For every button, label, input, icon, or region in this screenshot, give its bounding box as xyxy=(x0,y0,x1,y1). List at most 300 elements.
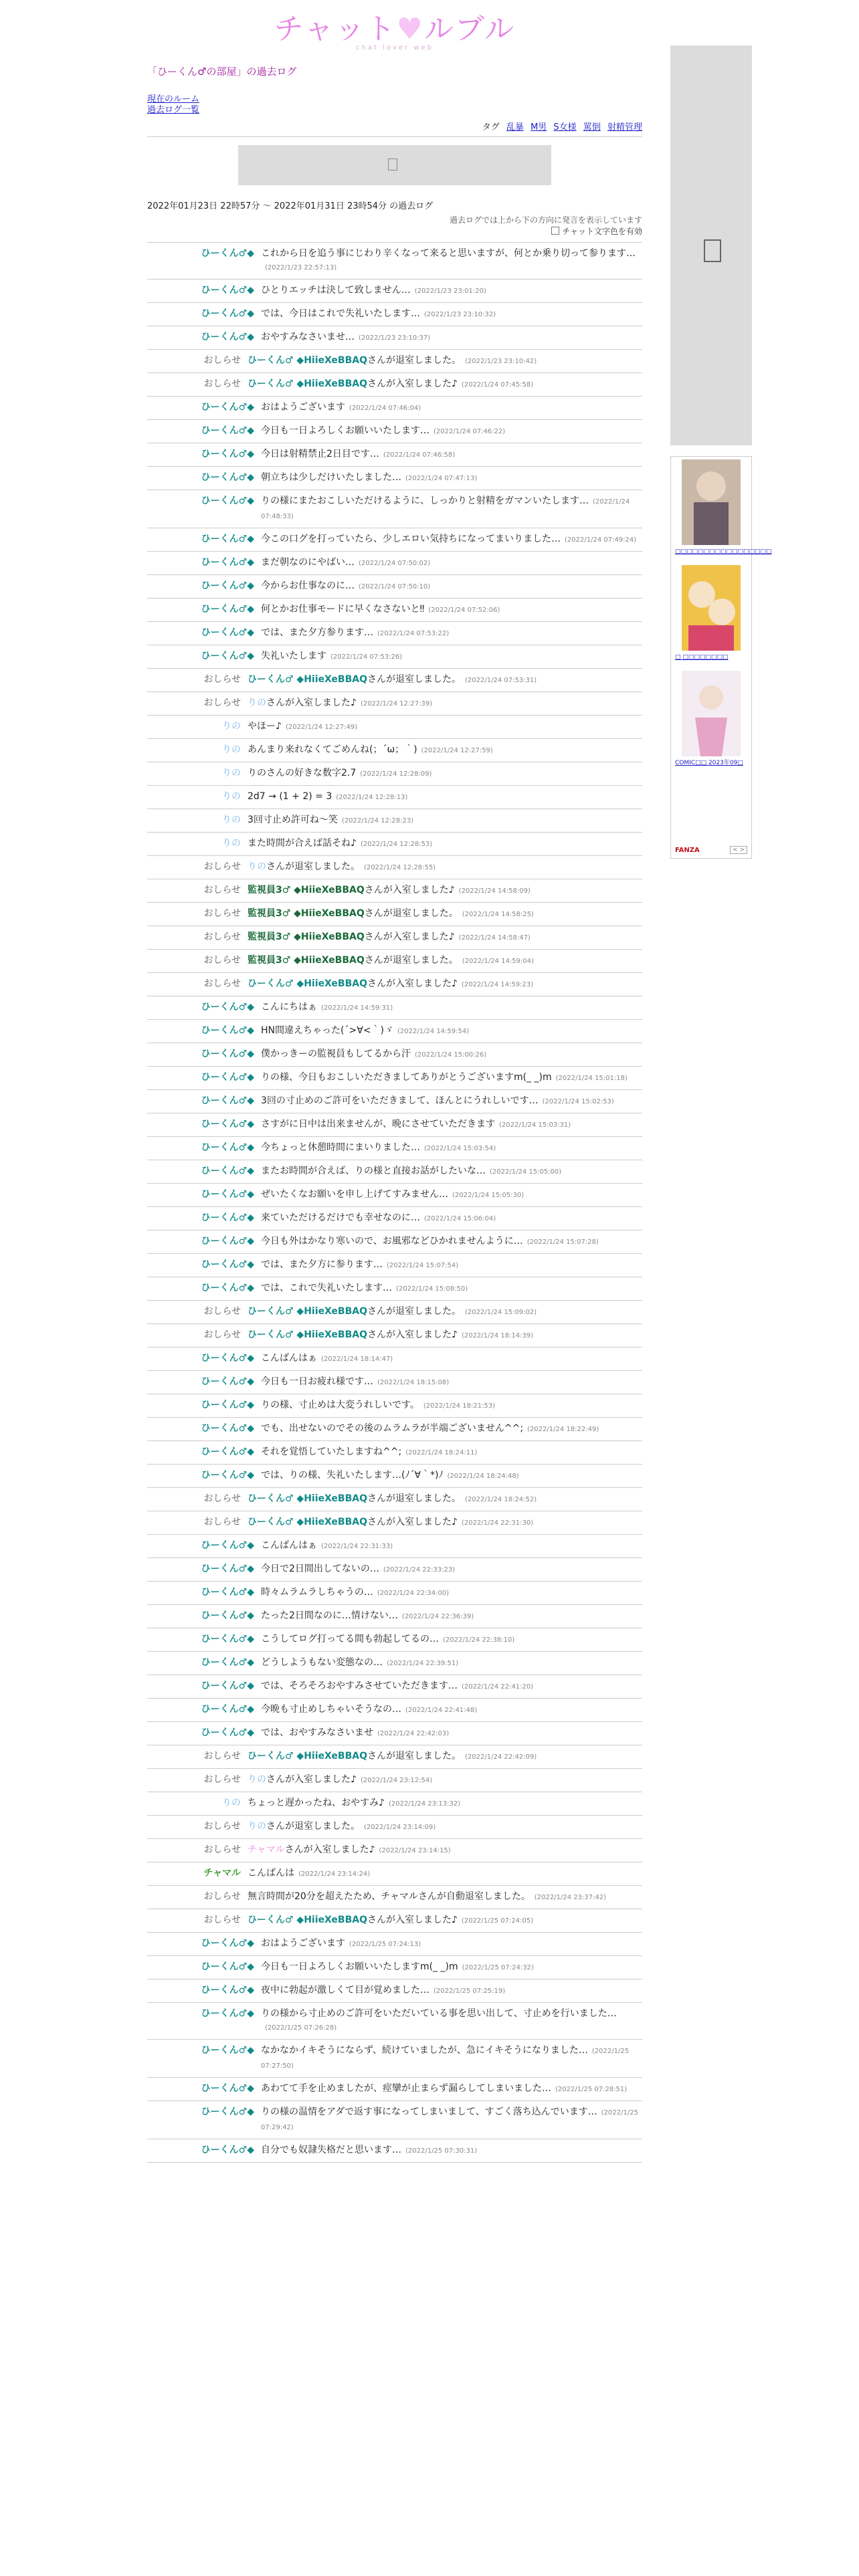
speaker-name: ひーくん♂◆ xyxy=(201,1727,254,1738)
message-text: こんばんはぁ xyxy=(261,1353,317,1364)
timestamp: (2022/1/25 07:26:28) xyxy=(265,2024,337,2032)
speaker-name: ひーくん♂◆ xyxy=(201,2008,254,2019)
speaker-name: りの xyxy=(222,744,241,755)
timestamp: (2022/1/24 22:33:23) xyxy=(383,1566,456,1574)
speaker-name: ひーくん♂◆ xyxy=(201,1704,254,1715)
message-text: まだ朝なのにやばい… xyxy=(261,557,355,568)
timestamp: (2022/1/24 07:50:02) xyxy=(359,560,431,567)
log-row xyxy=(147,762,642,786)
message xyxy=(248,930,640,945)
log-row xyxy=(147,786,642,809)
timestamp: (2022/1/24 07:52:06) xyxy=(428,607,500,614)
speaker-name: おしらせ xyxy=(203,1821,241,1832)
timestamp: (2022/1/23 22:57:13) xyxy=(265,264,337,272)
speaker-name: おしらせ xyxy=(203,908,241,919)
message-text: 今日も一日よろしくお願いいたします… xyxy=(261,425,430,436)
tag-link[interactable]: 乱暴 xyxy=(506,122,524,132)
notice-user: チャマル xyxy=(248,1844,285,1855)
message xyxy=(261,1937,640,1951)
log-row xyxy=(147,1862,642,1886)
speaker-name: ひーくん♂◆ xyxy=(201,472,254,483)
timestamp: (2022/1/24 12:27:39) xyxy=(360,700,433,708)
message xyxy=(248,696,640,711)
speaker-name: おしらせ xyxy=(203,1306,241,1317)
message xyxy=(261,1281,640,1296)
timestamp: (2022/1/24 07:46:22) xyxy=(434,428,506,435)
notice-user: 監視員3♂ ◆HiieXeBBAQ xyxy=(248,932,365,942)
speaker-name: ひーくん♂◆ xyxy=(201,1634,254,1644)
message xyxy=(261,1609,640,1624)
message-text: りのさんの好きな数字2.7 xyxy=(248,768,357,778)
timestamp: (2022/1/24 14:59:54) xyxy=(397,1028,470,1035)
log-row xyxy=(147,280,642,303)
sidebar-ad[interactable] xyxy=(670,45,752,445)
speaker-name: おしらせ xyxy=(203,861,241,872)
timestamp: (2022/1/25 07:28:51) xyxy=(555,2086,628,2093)
message xyxy=(261,1562,640,1577)
timestamp: (2022/1/24 14:58:47) xyxy=(458,934,531,942)
message-text: 今日も外はかなり寒いので、お風邪などひかれませんように… xyxy=(261,1236,523,1247)
log-row xyxy=(147,1113,642,1137)
speaker-name: ひーくん♂◆ xyxy=(201,1540,254,1551)
message-text: さんが退室しました。 xyxy=(367,1493,461,1504)
timestamp: (2022/1/24 07:53:31) xyxy=(465,677,537,684)
speaker-name: ひーくん♂◆ xyxy=(201,1119,254,1130)
message-text: 3回寸止め許可ね〜笑 xyxy=(248,815,338,825)
message xyxy=(261,1258,640,1273)
log-row xyxy=(147,1652,642,1675)
message-text: ひとりエッチは決して致しません… xyxy=(261,285,411,296)
timestamp: (2022/1/23 23:01:20) xyxy=(414,288,486,295)
speaker-name: おしらせ xyxy=(203,1891,241,1902)
log-row xyxy=(147,2040,642,2078)
message-text: 今日は射精禁止2日目です… xyxy=(261,449,379,459)
speaker-name: おしらせ xyxy=(203,1774,241,1785)
speaker-name: おしらせ xyxy=(203,674,241,685)
message xyxy=(261,1656,640,1671)
speaker-name: ひーくん♂◆ xyxy=(201,2045,254,2056)
past-log-list-link[interactable]: 過去ログ一覧 xyxy=(147,105,200,115)
message xyxy=(261,2143,640,2158)
message xyxy=(261,1539,640,1553)
log-row xyxy=(147,856,642,879)
timestamp: (2022/1/24 07:46:04) xyxy=(349,405,421,412)
notice-user: りの xyxy=(248,1821,266,1832)
message-text: りの様、今日もおこしいただきましてありがとうございますm(_ _)m xyxy=(261,1072,552,1083)
speaker-name: ひーくん♂◆ xyxy=(201,308,254,319)
notice-user: ひーくん♂ ◆HiieXeBBAQ xyxy=(248,674,367,685)
message xyxy=(261,1679,640,1694)
message-text: ぜいたくなお願いを申し上げてすみません… xyxy=(261,1189,448,1200)
timestamp: (2022/1/24 07:45:58) xyxy=(461,381,534,389)
message xyxy=(248,1328,640,1343)
tag-link[interactable]: S女様 xyxy=(553,122,577,132)
log-row xyxy=(147,1301,642,1324)
speaker-name: おしらせ xyxy=(203,1493,241,1504)
product-thumbnail[interactable] xyxy=(682,671,741,756)
message xyxy=(261,447,640,462)
message-text: りの様、寸止めは大変うれしいです。 xyxy=(261,1400,419,1410)
notice-user: りの xyxy=(248,697,266,708)
timestamp: (2022/1/24 23:14:15) xyxy=(379,1847,451,1854)
message-text: でも、出せないのでその後のムラムラが半端ございません^^; xyxy=(261,1423,524,1434)
timestamp: (2022/1/25 07:24:13) xyxy=(349,1941,421,1948)
log-row xyxy=(147,1909,642,1933)
speaker-name: りの xyxy=(222,815,241,825)
timestamp: (2022/1/24 15:07:54) xyxy=(387,1262,459,1269)
message-text: 自分でも奴隷失格だと思います… xyxy=(261,2145,401,2155)
speaker-name: ひーくん♂◆ xyxy=(201,1681,254,1691)
timestamp: (2022/1/24 22:31:30) xyxy=(461,1519,534,1527)
log-row xyxy=(147,833,642,856)
message-text: さんが入室しました♪ xyxy=(367,379,458,389)
message-text: 今晩も寸止めしちゃいそうなの… xyxy=(261,1704,401,1715)
message-text: 3回の寸止めのご許可をいただきまして、ほんとにうれしいです… xyxy=(261,1095,539,1106)
log-row xyxy=(147,1230,642,1254)
timestamp: (2022/1/25 07:25:19) xyxy=(434,1988,506,1995)
current-room-link[interactable]: 現在のルーム xyxy=(147,94,200,104)
speaker-name: おしらせ xyxy=(203,932,241,942)
log-row xyxy=(147,996,642,1020)
timestamp: (2022/1/23 23:10:42) xyxy=(465,358,537,365)
notice-user: ひーくん♂ ◆HiieXeBBAQ xyxy=(248,978,367,989)
message-text: さんが退室しました。 xyxy=(367,674,461,685)
timestamp: (2022/1/24 14:58:09) xyxy=(458,887,531,895)
message xyxy=(261,1632,640,1647)
log-row xyxy=(147,1067,642,1090)
log-row xyxy=(147,350,642,373)
timestamp: (2022/1/24 22:42:09) xyxy=(465,1753,537,1761)
speaker-name: ひーくん♂◆ xyxy=(201,604,254,615)
product-caption[interactable]: □□□□□□□□□□□□□□□□□ xyxy=(675,548,772,555)
speaker-name: ひーくん♂◆ xyxy=(201,1610,254,1621)
timestamp: (2022/1/24 15:02:53) xyxy=(542,1098,614,1105)
tag-link[interactable]: M男 xyxy=(531,122,547,132)
log-row xyxy=(147,973,642,996)
message-text: さんが退室しました。 xyxy=(266,861,360,872)
speaker-name: ひーくん♂◆ xyxy=(201,1985,254,1996)
log-row xyxy=(147,1605,642,1628)
speaker-name: ひーくん♂◆ xyxy=(201,1002,254,1012)
timestamp: (2022/1/24 15:03:31) xyxy=(499,1121,571,1129)
sidebar-product-list xyxy=(670,456,772,859)
timestamp: (2022/1/24 12:28:55) xyxy=(364,864,436,871)
site-logo[interactable] xyxy=(147,12,642,63)
speaker-name: ひーくん♂◆ xyxy=(201,1353,254,1364)
speaker-name: ひーくん♂◆ xyxy=(201,1259,254,1270)
timestamp: (2022/1/24 07:46:58) xyxy=(383,451,456,459)
message-text: さんが入室しました♪ xyxy=(367,1915,458,1925)
log-row xyxy=(147,243,642,280)
color-toggle-label: チャット文字色を有効 xyxy=(562,227,642,236)
message xyxy=(261,1024,640,1039)
message xyxy=(261,330,640,345)
message-text: 来ていただけるだけでも幸せなのに… xyxy=(261,1212,420,1223)
message-text: りの様の温情をアダで返す事になってしまいまして、すごく落ち込んでいます… xyxy=(261,2107,597,2117)
pager-button[interactable]: < > xyxy=(730,846,747,854)
log-row xyxy=(147,2003,642,2040)
message xyxy=(261,1586,640,1600)
message xyxy=(248,1843,640,1858)
timestamp: (2022/1/24 22:34:00) xyxy=(377,1590,450,1597)
speaker-name: ひーくん♂◆ xyxy=(201,1657,254,1668)
message xyxy=(261,494,640,524)
message xyxy=(261,284,640,298)
timestamp: (2022/1/24 15:09:02) xyxy=(465,1309,537,1316)
tag-list xyxy=(147,120,642,137)
speaker-name: ひーくん♂◆ xyxy=(201,1376,254,1387)
chat-log xyxy=(147,242,642,2163)
message-text: 無言時間が20分を超えたため、チャマルさんが自動退室しました。 xyxy=(248,1891,531,1902)
message xyxy=(261,1188,640,1202)
logo-subtitle: chat lover web xyxy=(356,44,434,51)
message xyxy=(248,1796,640,1811)
fanza-logo[interactable]: FANZA xyxy=(675,847,700,854)
product-thumbnail[interactable] xyxy=(682,565,741,651)
speaker-name: おしらせ xyxy=(203,355,241,366)
message xyxy=(248,790,640,804)
speaker-name: ひーくん♂◆ xyxy=(201,580,254,591)
timestamp: (2022/1/24 15:00:26) xyxy=(415,1051,487,1059)
speaker-name: りの xyxy=(222,791,241,802)
product-thumbnail[interactable] xyxy=(682,459,741,545)
timestamp: (2022/1/24 22:39:51) xyxy=(387,1660,459,1667)
message-text: では、りの様、失礼いたします…(ﾉ´∀｀*)ﾉ xyxy=(261,1470,444,1481)
message-text: こんばんは xyxy=(248,1868,294,1879)
notice-user: 監視員3♂ ◆HiieXeBBAQ xyxy=(248,908,365,919)
message-text: 今日で2日間出してないの… xyxy=(261,1564,379,1574)
log-row xyxy=(147,373,642,397)
message-text: さんが退室しました。 xyxy=(364,908,458,919)
message-text: あんまり来れなくてごめんね(；´ω；｀) xyxy=(248,744,417,755)
message-text: では、これで失礼いたします… xyxy=(261,1283,392,1293)
timestamp: (2022/1/24 22:31:33) xyxy=(321,1543,393,1550)
message-text: 時々ムラムラしちゃうの… xyxy=(261,1587,373,1598)
speaker-name: ひーくん♂◆ xyxy=(201,1095,254,1106)
log-row xyxy=(147,2101,642,2139)
speaker-name: ひーくん♂◆ xyxy=(201,1470,254,1481)
message xyxy=(248,813,640,828)
log-row xyxy=(147,1324,642,1348)
notice-user: ひーくん♂ ◆HiieXeBBAQ xyxy=(248,1329,367,1340)
message-text: さんが退室しました。 xyxy=(367,355,461,366)
message xyxy=(248,1492,640,1507)
log-row xyxy=(147,1090,642,1113)
message xyxy=(261,1398,640,1413)
timestamp: (2022/1/24 12:28:53) xyxy=(360,841,433,848)
message xyxy=(261,1047,640,1062)
speaker-name: ひーくん♂◆ xyxy=(201,627,254,638)
message xyxy=(261,2044,640,2073)
ad-banner[interactable] xyxy=(238,145,551,185)
message-text: 今日も一日よろしくお願いいたしますm(_ _)m xyxy=(261,1961,458,1972)
log-row xyxy=(147,443,642,467)
speaker-name: ひーくん♂◆ xyxy=(201,651,254,661)
notice-user: りの xyxy=(248,1774,266,1785)
timestamp: (2022/1/24 14:59:04) xyxy=(462,958,534,965)
speaker-name: ひーくん♂◆ xyxy=(201,1587,254,1598)
timestamp: (2022/1/24 18:24:52) xyxy=(465,1496,537,1503)
message-text: さんが退室しました。 xyxy=(367,1751,461,1761)
log-row xyxy=(147,1792,642,1816)
timestamp: (2022/1/24 18:24:48) xyxy=(447,1473,519,1480)
timestamp: (2022/1/24 14:59:23) xyxy=(461,981,534,988)
log-row xyxy=(147,1675,642,1699)
message xyxy=(261,1352,640,1366)
timestamp: (2022/1/24 23:14:24) xyxy=(298,1870,371,1878)
message-text: 2d7 → (1 + 2) = 3 xyxy=(248,791,332,802)
speaker-name: おしらせ xyxy=(203,885,241,895)
message xyxy=(261,1000,640,1015)
speaker-name: ひーくん♂◆ xyxy=(201,1283,254,1293)
message xyxy=(261,1983,640,1998)
log-row xyxy=(147,1511,642,1535)
message xyxy=(261,1375,640,1390)
product-caption[interactable]: □ □□□□□□□□ xyxy=(675,654,729,661)
message-text: さんが入室しました♪ xyxy=(367,1329,458,1340)
color-checkbox[interactable] xyxy=(551,227,559,235)
speaker-name: おしらせ xyxy=(203,1844,241,1855)
log-row xyxy=(147,575,642,599)
log-row xyxy=(147,669,642,692)
message-text: こんにちはぁ xyxy=(261,1002,317,1012)
log-row xyxy=(147,599,642,622)
speaker-name: ひーくん♂◆ xyxy=(201,1446,254,1457)
notice-user: ひーくん♂ ◆HiieXeBBAQ xyxy=(248,355,367,366)
message-text: 何とかお仕事モードに早くなさないと‼ xyxy=(261,604,425,615)
log-row xyxy=(147,1816,642,1839)
message-text: 朝立ちは少しだけいたしました… xyxy=(261,472,401,483)
speaker-name: りの xyxy=(222,838,241,849)
log-row xyxy=(147,2078,642,2101)
log-row xyxy=(147,1582,642,1605)
timestamp: (2022/1/24 14:58:25) xyxy=(462,911,534,918)
main-column xyxy=(147,12,642,2163)
timestamp: (2022/1/24 15:07:28) xyxy=(527,1239,599,1246)
message xyxy=(261,579,640,594)
message-text: おはようございます xyxy=(261,1938,345,1949)
message-text: さんが入室しました♪ xyxy=(364,885,455,895)
speaker-name: ひーくん♂◆ xyxy=(201,2083,254,2094)
notice-user: 監視員3♂ ◆HiieXeBBAQ xyxy=(248,885,365,895)
speaker-name: おしらせ xyxy=(203,978,241,989)
timestamp: (2022/1/24 07:48:33) xyxy=(261,498,630,520)
timestamp: (2022/1/23 23:10:32) xyxy=(424,311,496,318)
notice-user: ひーくん♂ ◆HiieXeBBAQ xyxy=(248,1493,367,1504)
timestamp: (2022/1/24 12:28:13) xyxy=(336,794,408,801)
message-text: また時間が合えば話そね♪ xyxy=(248,838,357,849)
message xyxy=(248,883,640,898)
message xyxy=(248,1913,640,1928)
log-row xyxy=(147,903,642,926)
speaker-name: りの xyxy=(222,721,241,732)
tag-link[interactable]: 罵倒 xyxy=(583,122,601,132)
message-text: それを覚悟していたしますね^^; xyxy=(261,1446,402,1457)
speaker-name: おしらせ xyxy=(203,379,241,389)
message-text: なかなかイキそうにならず、続けていましたが、急にイキそうになりました… xyxy=(261,2045,588,2056)
message xyxy=(261,1726,640,1741)
log-row xyxy=(147,1465,642,1488)
message xyxy=(248,954,640,968)
log-row xyxy=(147,716,642,739)
timestamp: (2022/1/24 12:27:49) xyxy=(285,724,358,731)
timestamp: (2022/1/24 18:14:39) xyxy=(461,1332,534,1339)
message xyxy=(248,1890,640,1905)
notice-user: ひーくん♂ ◆HiieXeBBAQ xyxy=(248,379,367,389)
speaker-name: ひーくん♂◆ xyxy=(201,2145,254,2155)
color-toggle[interactable] xyxy=(147,225,642,237)
log-row xyxy=(147,1722,642,1745)
message-text: 今日も一日お疲れ様です… xyxy=(261,1376,373,1387)
timestamp: (2022/1/24 18:22:49) xyxy=(527,1426,599,1433)
timestamp: (2022/1/24 07:47:13) xyxy=(405,475,478,482)
log-row xyxy=(147,303,642,326)
message xyxy=(261,2105,640,2135)
log-row xyxy=(147,645,642,669)
message-text: 今ちょっと休憩時間にまいりました… xyxy=(261,1142,420,1153)
timestamp: (2022/1/24 12:27:59) xyxy=(421,747,493,754)
message xyxy=(261,2007,640,2035)
log-row xyxy=(147,950,642,973)
log-row xyxy=(147,397,642,420)
message-text: やほー♪ xyxy=(248,721,282,732)
product-caption[interactable]: COMIC□□ 2023年09□ xyxy=(675,760,743,766)
speaker-name: ひーくん♂◆ xyxy=(201,1025,254,1036)
log-row xyxy=(147,552,642,575)
speaker-name: りの xyxy=(222,1798,241,1808)
message xyxy=(248,977,640,992)
log-row xyxy=(147,1699,642,1722)
message xyxy=(261,626,640,641)
broken-image-icon xyxy=(704,239,721,262)
message-text: さんが入室しました♪ xyxy=(266,1774,357,1785)
log-row xyxy=(147,467,642,490)
timestamp: (2022/1/24 22:41:48) xyxy=(405,1707,478,1714)
notice-user: 監視員3♂ ◆HiieXeBBAQ xyxy=(248,955,365,966)
message xyxy=(248,1866,640,1881)
log-row xyxy=(147,1628,642,1652)
message-text: さんが入室しました♪ xyxy=(367,978,458,989)
log-row xyxy=(147,2139,642,2163)
message-text: 今からお仕事なのに… xyxy=(261,580,355,591)
message xyxy=(248,743,640,758)
timestamp: (2022/1/25 07:27:50) xyxy=(261,2048,630,2070)
message-text: さんが入室しました♪ xyxy=(364,932,455,942)
speaker-name: ひーくん♂◆ xyxy=(201,1142,254,1153)
log-row xyxy=(147,1394,642,1418)
speaker-name: ひーくん♂◆ xyxy=(201,534,254,544)
message-text: 僕かっきーの監視員もしてるから汗 xyxy=(261,1049,411,1059)
message xyxy=(248,860,640,875)
timestamp: (2022/1/25 07:30:31) xyxy=(405,2147,478,2155)
tag-link[interactable]: 射精管理 xyxy=(607,122,642,132)
message xyxy=(248,1515,640,1530)
log-row xyxy=(147,1160,642,1184)
message xyxy=(261,1445,640,1460)
message xyxy=(261,2082,640,2097)
message xyxy=(248,354,640,368)
speaker-name: ひーくん♂◆ xyxy=(201,402,254,413)
speaker-name: おしらせ xyxy=(203,955,241,966)
message xyxy=(261,401,640,415)
log-row xyxy=(147,1535,642,1558)
message-text: さんが退室しました。 xyxy=(367,1306,461,1317)
message xyxy=(261,1141,640,1156)
timestamp: (2022/1/24 18:24:11) xyxy=(405,1449,478,1457)
message-text: またお時間が合えば、りの様と直接お話がしたいな… xyxy=(261,1166,486,1176)
log-row xyxy=(147,1371,642,1394)
timestamp: (2022/1/24 12:28:09) xyxy=(360,770,432,778)
